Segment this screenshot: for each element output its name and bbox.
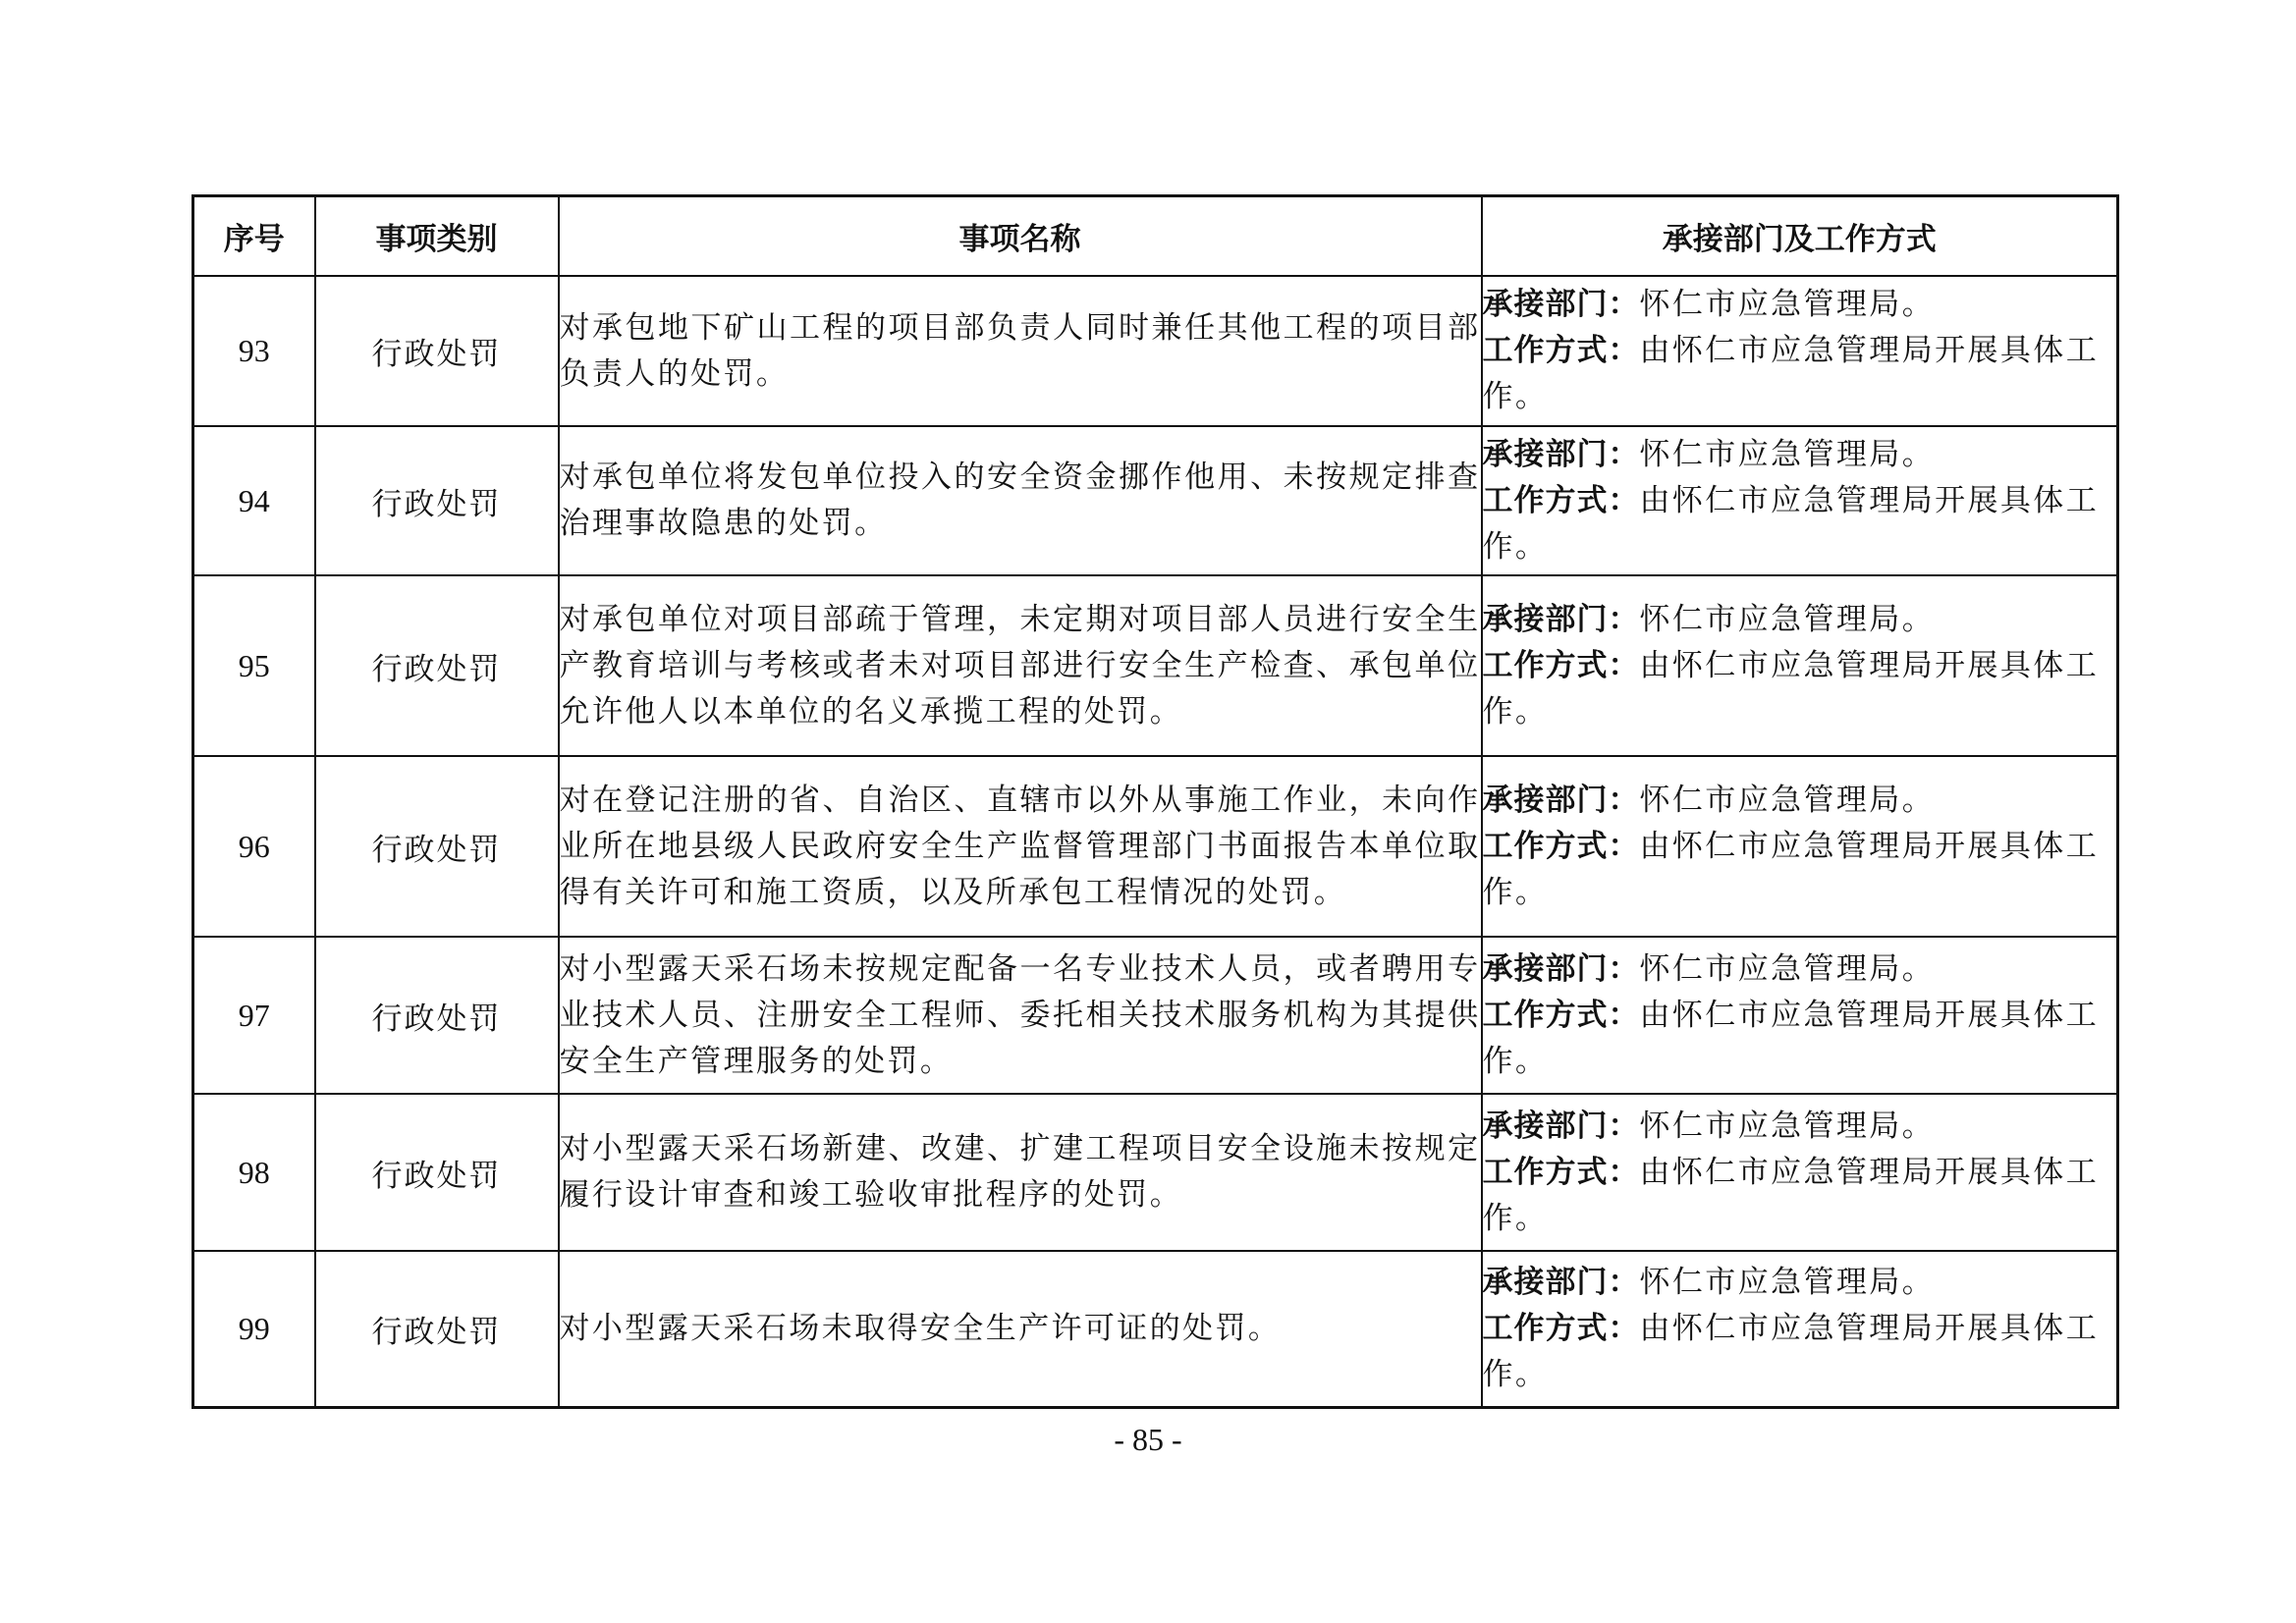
table-row <box>193 575 2118 756</box>
header-category: 事项类别 <box>315 196 559 277</box>
row-no: 99 <box>193 1251 315 1407</box>
dept-line <box>1483 432 2117 478</box>
method-value: 由怀仁市应急管理局开展具体工作。 <box>1482 647 2100 730</box>
method-value: 由怀仁市应急管理局开展具体工作。 <box>1482 333 2100 414</box>
row-no: 98 <box>193 1094 315 1251</box>
table-row <box>193 937 2118 1094</box>
dept-value: 怀仁市应急管理局。 <box>1639 782 1936 818</box>
row-no: 97 <box>193 937 315 1094</box>
method-value: 由怀仁市应急管理局开展具体工作。 <box>1482 1310 2100 1392</box>
row-name: 对小型露天采石场新建、改建、扩建工程项目安全设施未按规定履行设计审查和竣工验收审批程序的处罚。 <box>559 1094 1482 1251</box>
row-dept-cell <box>1482 937 2118 1094</box>
method-line <box>1483 478 2117 570</box>
row-name: 对承包地下矿山工程的项目部负责人同时兼任其他工程的项目部负责人的处罚。 <box>559 276 1482 426</box>
row-no: 94 <box>193 426 315 575</box>
dept-label: 承接部门： <box>1482 436 1640 472</box>
method-label: 工作方式： <box>1482 482 1640 518</box>
dept-label: 承接部门： <box>1482 287 1640 322</box>
row-no: 93 <box>193 276 315 426</box>
row-name: 对小型露天采石场未按规定配备一名专业技术人员，或者聘用专业技术人员、注册安全工程师、委托相关技术服务机构为其提供安全生产管理服务的处罚。 <box>559 937 1482 1094</box>
method-value: 由怀仁市应急管理局开展具体工作。 <box>1482 828 2100 910</box>
dept-label: 承接部门： <box>1482 601 1640 637</box>
table-row <box>193 276 2118 426</box>
dept-line <box>1483 597 2117 643</box>
method-label: 工作方式： <box>1482 1154 1640 1190</box>
row-name: 对小型露天采石场未取得安全生产许可证的处罚。 <box>559 1251 1482 1407</box>
header-dept: 承接部门及工作方式 <box>1482 196 2118 277</box>
row-category: 行政处罚 <box>315 756 559 937</box>
dept-line <box>1483 778 2117 824</box>
dept-label: 承接部门： <box>1482 782 1640 818</box>
row-category: 行政处罚 <box>315 575 559 756</box>
row-dept-cell <box>1482 575 2118 756</box>
dept-value: 怀仁市应急管理局。 <box>1639 1108 1936 1144</box>
method-label: 工作方式： <box>1482 997 1640 1033</box>
table-row <box>193 1094 2118 1251</box>
method-line <box>1483 1306 2117 1398</box>
row-dept-cell <box>1482 756 2118 937</box>
dept-label: 承接部门： <box>1482 1108 1640 1144</box>
row-no: 96 <box>193 756 315 937</box>
header-no: 序号 <box>193 196 315 277</box>
row-name: 对承包单位将发包单位投入的安全资金挪作他用、未按规定排查治理事故隐患的处罚。 <box>559 426 1482 575</box>
dept-label: 承接部门： <box>1482 1264 1640 1300</box>
row-category: 行政处罚 <box>315 1094 559 1251</box>
table-row <box>193 1251 2118 1407</box>
method-label: 工作方式： <box>1482 828 1640 864</box>
header-name: 事项名称 <box>559 196 1482 277</box>
method-value: 由怀仁市应急管理局开展具体工作。 <box>1482 997 2100 1079</box>
method-line <box>1483 1150 2117 1242</box>
table-header-row <box>193 196 2118 277</box>
row-dept-cell <box>1482 1094 2118 1251</box>
row-category: 行政处罚 <box>315 426 559 575</box>
row-name: 对在登记注册的省、自治区、直辖市以外从事施工作业，未向作业所在地县级人民政府安全生产监督管理部门书面报告本单位取得有关许可和施工资质，以及所承包工程情况的处罚。 <box>559 756 1482 937</box>
row-dept-cell <box>1482 276 2118 426</box>
method-line <box>1483 993 2117 1085</box>
dept-line <box>1483 1104 2117 1150</box>
table-row <box>193 756 2118 937</box>
dept-value: 怀仁市应急管理局。 <box>1639 950 1936 987</box>
method-label: 工作方式： <box>1482 333 1640 368</box>
row-no: 95 <box>193 575 315 756</box>
row-name: 对承包单位对项目部疏于管理，未定期对项目部人员进行安全生产教育培训与考核或者未对项目部进行安全生产检查、承包单位允许他人以本单位的名义承揽工程的处罚。 <box>559 575 1482 756</box>
method-label: 工作方式： <box>1482 647 1640 683</box>
dept-line <box>1483 947 2117 993</box>
row-category: 行政处罚 <box>315 937 559 1094</box>
dept-value: 怀仁市应急管理局。 <box>1639 287 1936 322</box>
method-value: 由怀仁市应急管理局开展具体工作。 <box>1482 1154 2100 1236</box>
method-label: 工作方式： <box>1482 1310 1640 1346</box>
method-line <box>1483 643 2117 735</box>
method-value: 由怀仁市应急管理局开展具体工作。 <box>1482 482 2100 565</box>
dept-line <box>1483 282 2117 328</box>
dept-value: 怀仁市应急管理局。 <box>1639 436 1936 472</box>
items-table <box>191 194 2119 1409</box>
row-dept-cell <box>1482 1251 2118 1407</box>
row-category: 行政处罚 <box>315 276 559 426</box>
dept-value: 怀仁市应急管理局。 <box>1639 601 1936 637</box>
method-line <box>1483 824 2117 916</box>
table-row <box>193 426 2118 575</box>
dept-value: 怀仁市应急管理局。 <box>1639 1264 1936 1300</box>
method-line <box>1483 328 2117 420</box>
page-number: - 85 - <box>1114 1422 1182 1457</box>
dept-line <box>1483 1260 2117 1306</box>
row-dept-cell <box>1482 426 2118 575</box>
row-category: 行政处罚 <box>315 1251 559 1407</box>
dept-label: 承接部门： <box>1482 950 1640 987</box>
